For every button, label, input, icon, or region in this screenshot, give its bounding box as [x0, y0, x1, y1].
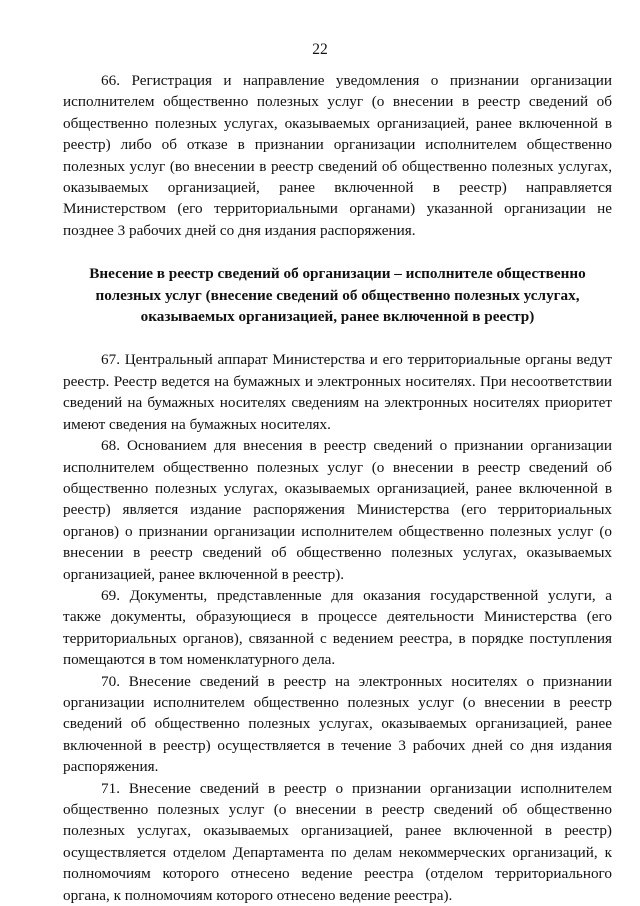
- spacer: [63, 241, 612, 263]
- page-number: 22: [312, 41, 328, 58]
- paragraph-66: 66. Регистрация и направление уведомления о признании организации исполнителем общественно полезных услуг (о внесении в реестр сведений об общественно полезных услугах, оказываемых организацией, ранее включенной в реестр) либо об отказе в признании организации исполнителем общественно полезных услуг (во внесении в реестр сведений об общественно полезных услугах, оказываемых организацией, ранее включенной в реестр) направляется Министерством (его территориальными органами) указанной организации не позднее 3 рабочих дней со дня издания распоряжения.: [63, 72, 612, 239]
- paragraph-68: 68. Основанием для внесения в реестр сведений о признании организации исполнителем общественно полезных услуг (о внесении в реестр сведений об общественно полезных услугах, оказываемых организацией, ранее включенной в реестр) является издание распоряжения Министерства (его территориальных органов) о признании организации исполнителем общественно полезных услуг (о внесении в реестр сведений об общественно полезных услугах, оказываемых организацией, ранее включенной в реестр).: [63, 437, 612, 583]
- section-heading: Внесение в реестр сведений об организации – исполнителе общественно полезных услуг (внесение сведений об общественно полезных услугах, оказываемых организацией, ранее включенной в реестр): [89, 265, 586, 326]
- spacer: [63, 327, 612, 349]
- page-content: [63, 70, 612, 906]
- paragraph-67: 67. Центральный аппарат Министерства и его территориальные органы ведут реестр. Реестр ведется на бумажных и электронных носителях. При несоответствии сведений на бумажных носителях сведениям на электронных носителях приоритет имеют сведения на бумажных носителях.: [63, 351, 612, 433]
- paragraph-69: 69. Документы, представленные для оказания государственной услуги, а также документы, образующиеся в процессе деятельности Министерства (его территориальных органов), связанной с ведением реестра, в порядке поступления помещаются в том номенклатурного дела.: [63, 586, 612, 669]
- paragraph-70: 70. Внесение сведений в реестр на электронных носителях о признании организации исполнителем общественно полезных услуг (о внесении в реестр сведений об общественно полезных услугах, оказываемых организацией, ранее включенной в реестр) осуществляется в течение 3 рабочих дней со дня издания распоряжения.: [63, 672, 612, 776]
- paragraph-71: 71. Внесение сведений в реестр о признании организации исполнителем общественно полезных услуг (о внесении в реестр сведений об общественно полезных услугах, оказываемых организацией, ранее включенной в реестр) осуществляется отделом Департамента по делам некоммерческих организаций, к полномочиям которого отнесено ведение реестра (отделом территориального органа, к полномочиям которого отнесено ведение реестра).: [63, 779, 612, 904]
